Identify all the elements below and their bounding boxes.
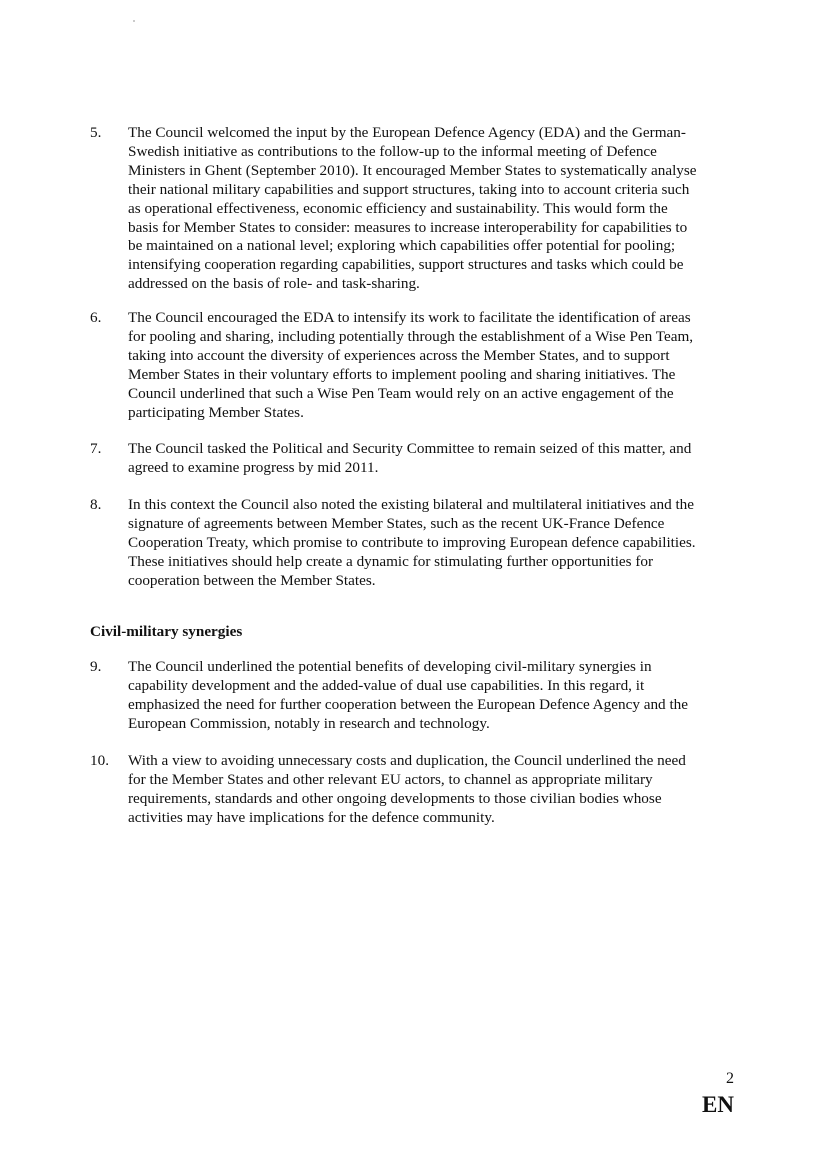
- section-heading: Civil-military synergies: [90, 623, 243, 640]
- paragraph-number: 5.: [90, 124, 102, 141]
- paragraph-text: The Council tasked the Political and Security Committee to remain seized of this matter, and agreed to examine progress by mid 2011.: [128, 440, 692, 476]
- paragraph-number: 6.: [90, 309, 102, 326]
- paragraph-5: [90, 124, 740, 294]
- scan-speck: [133, 20, 135, 22]
- paragraph-text: With a view to avoiding unnecessary costs and duplication, the Council underlined the need for the Member States and other relevant EU actors, to channel as appropriate military requirements, standards and other ongoing developments to those civilian bodies whose activities may have implications for the defence community.: [128, 752, 686, 826]
- paragraph-7: [90, 440, 740, 478]
- paragraph-text: The Council underlined the potential benefits of developing civil-military synergies in capability development and the added-value of dual use capabilities. In this regard, it emphasized the need for further cooperation between the European Defence Agency and the European Commission, notably in research and technology.: [128, 658, 688, 732]
- paragraph-text: The Council encouraged the EDA to intensify its work to facilitate the identification of areas for pooling and sharing, including potentially through the establishment of a Wise Pen Team, taking into account the diversity of experiences across the Member States, and to support Member States in their voluntary efforts to implement pooling and sharing initiatives. The Council underlined that such a Wise Pen Team would rely on an active engagement of the participating Member States.: [128, 309, 694, 421]
- page-number: 2: [726, 1070, 734, 1087]
- paragraph-9: [90, 658, 740, 734]
- paragraph-text: The Council welcomed the input by the European Defence Agency (EDA) and the German- Swedish initiative as contributions to the follow-up to the informal meeting of Defence Ministers in Ghent (September 2010). It encouraged Member States to systematically analyse their national military capabilities and support structures, taking into to account criteria such as operational effectiveness, economic efficiency and sustainability. This would form the basis for Member States to consider: measures to increase interoperability for capabilities to be maintained on a national level; exploring which capabilities offer potential for pooling; intensifying cooperation regarding capabilities, support structures and tasks which could be addressed on the basis of role- and task-sharing.: [128, 124, 697, 293]
- paragraph-6: [90, 309, 740, 422]
- paragraph-8: [90, 496, 740, 591]
- paragraph-number: 9.: [90, 658, 102, 675]
- paragraph-number: 10.: [90, 752, 109, 769]
- paragraph-number: 7.: [90, 440, 102, 457]
- language-code: EN: [702, 1092, 734, 1117]
- paragraph-number: 8.: [90, 496, 102, 513]
- paragraph-10: [90, 752, 740, 828]
- paragraph-text: In this context the Council also noted the existing bilateral and multilateral initiatives and the signature of agreements between Member States, such as the recent UK-France Defence Cooperation Treaty, which promise to contribute to improving European defence capabilities. These initiatives should help create a dynamic for stimulating further opportunities for cooperation between the Member States.: [128, 496, 696, 589]
